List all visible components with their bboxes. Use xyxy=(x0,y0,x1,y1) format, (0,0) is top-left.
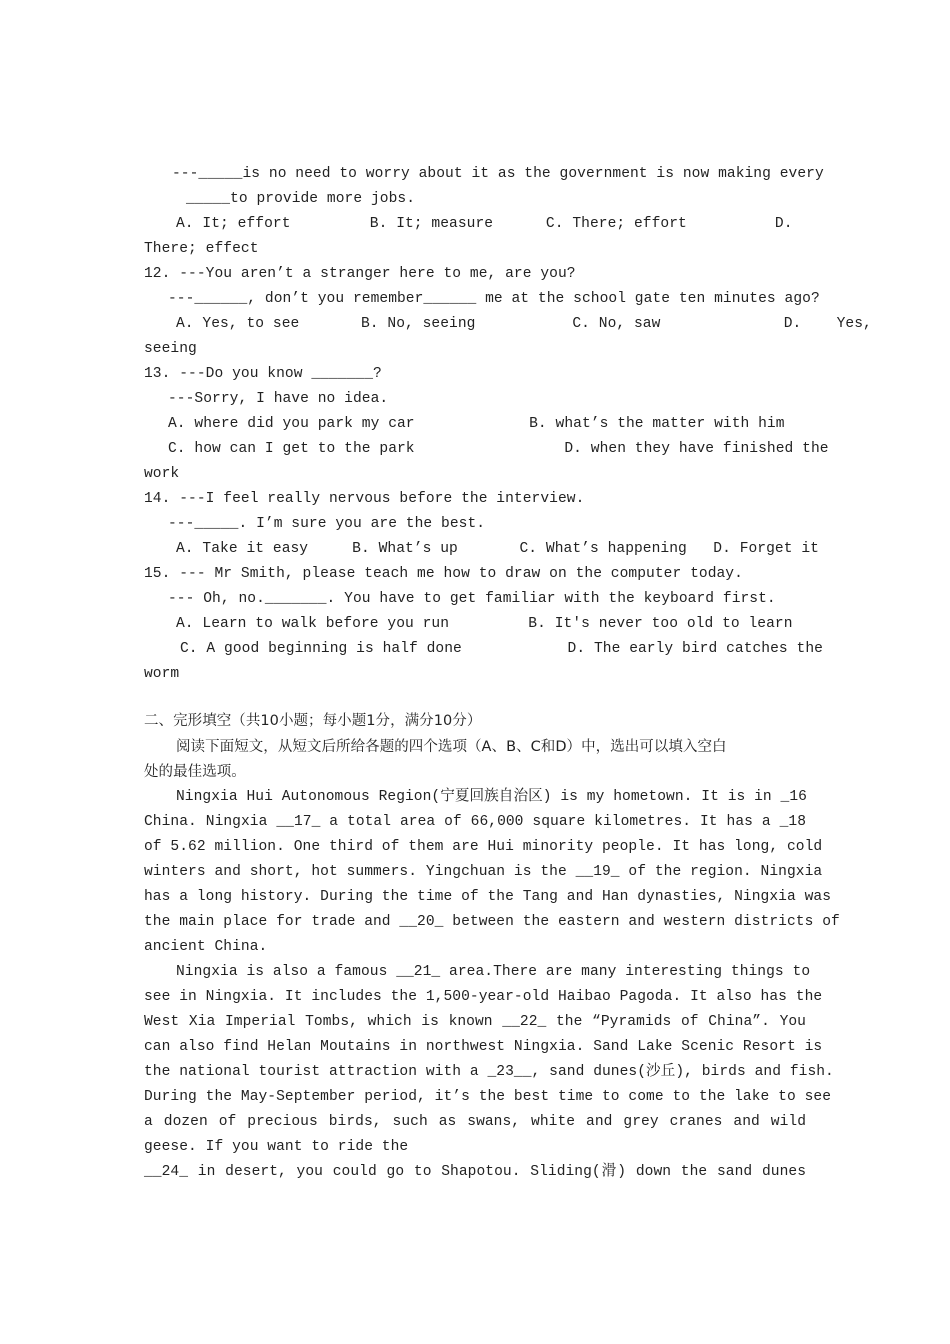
passage-line: ancient China. xyxy=(144,939,268,955)
passage-line: During the May-September period, it’s the best time to come to the lake to see xyxy=(144,1089,831,1105)
section-instructions-cont: 处的最佳选项。 xyxy=(144,764,246,780)
q12-options-cont: seeing xyxy=(144,341,197,357)
q15-options-cont: worm xyxy=(144,666,180,682)
q13-options-cd: C. how can I get to the park D. when they have finished the xyxy=(168,441,829,457)
passage-line: the national tourist attraction with a _23__, sand dunes(沙丘), birds and fish. xyxy=(144,1064,834,1080)
q15-reply: --- Oh, no._______. You have to get familiar with the keyboard first. xyxy=(168,591,776,607)
passage-line: China. Ningxia __17_ a total area of 66,000 square kilometres. It has a _18 xyxy=(144,814,806,830)
passage-line: West Xia Imperial Tombs, which is known __22_ the “Pyramids of China”. You xyxy=(144,1014,806,1030)
q12-reply: ---______, don’t you remember______ me at the school gate ten minutes ago? xyxy=(168,291,820,307)
passage-line: winters and short, hot summers. Yingchuan is the __19_ of the region. Ningxia xyxy=(144,864,823,880)
q15-question: 15. --- Mr Smith, please teach me how to draw on the computer today. xyxy=(144,566,743,582)
q13-reply: ---Sorry, I have no idea. xyxy=(168,391,389,407)
q13-options-cont: work xyxy=(144,466,180,482)
passage-line: can also find Helan Moutains in northwest Ningxia. Sand Lake Scenic Resort is xyxy=(144,1039,823,1055)
passage-line: has a long history. During the time of the Tang and Han dynasties, Ningxia was xyxy=(144,889,831,905)
q13-question: 13. ---Do you know _______? xyxy=(144,366,382,382)
q12-question: 12. ---You aren’t a stranger here to me, are you? xyxy=(144,266,576,282)
q11-options-cont: There; effect xyxy=(144,241,259,257)
q11-line-2: _____to provide more jobs. xyxy=(186,191,415,207)
q11-line-1: ---_____is no need to worry about it as the government is now making every xyxy=(172,166,824,182)
passage-line: of 5.62 million. One third of them are Hui minority people. It has long, cold xyxy=(144,839,823,855)
q15-options-cd: C. A good beginning is half done D. The early bird catches the xyxy=(180,641,823,657)
q11-options: A. It; effort B. It; measure C. There; effort D. xyxy=(176,216,793,232)
section-instructions: 阅读下面短文，从短文后所给各题的四个选项（A、B、C和D）中，选出可以填入空白 xyxy=(176,739,727,755)
passage-line: Ningxia is also a famous __21_ area.There are many interesting things to xyxy=(176,964,811,980)
passage-line: __24_ in desert, you could go to Shapotou. Sliding(滑) down the sand dunes xyxy=(144,1164,806,1180)
q13-options-ab: A. where did you park my car B. what’s the matter with him xyxy=(168,416,785,432)
passage-line: a dozen of precious birds, such as swans, white and grey cranes and wild xyxy=(144,1114,806,1130)
q14-question: 14. ---I feel really nervous before the interview. xyxy=(144,491,585,507)
q12-options: A. Yes, to see B. No, seeing C. No, saw D. Yes, xyxy=(176,316,872,332)
passage-line: geese. If you want to ride the xyxy=(144,1139,409,1155)
q15-options-ab: A. Learn to walk before you run B. It's never too old to learn xyxy=(176,616,793,632)
section-heading: 二、完形填空（共10小题；每小题1分，满分10分） xyxy=(144,713,482,729)
passage-line: see in Ningxia. It includes the 1,500-year-old Haibao Pagoda. It also has the xyxy=(144,989,823,1005)
q14-reply: ---_____. I’m sure you are the best. xyxy=(168,516,486,532)
q14-options: A. Take it easy B. What’s up C. What’s happening D. Forget it xyxy=(176,541,819,557)
passage-line: Ningxia Hui Autonomous Region(宁夏回族自治区) is my hometown. It is in _16 xyxy=(176,789,807,805)
passage-line: the main place for trade and __20_ between the eastern and western districts of xyxy=(144,914,840,930)
